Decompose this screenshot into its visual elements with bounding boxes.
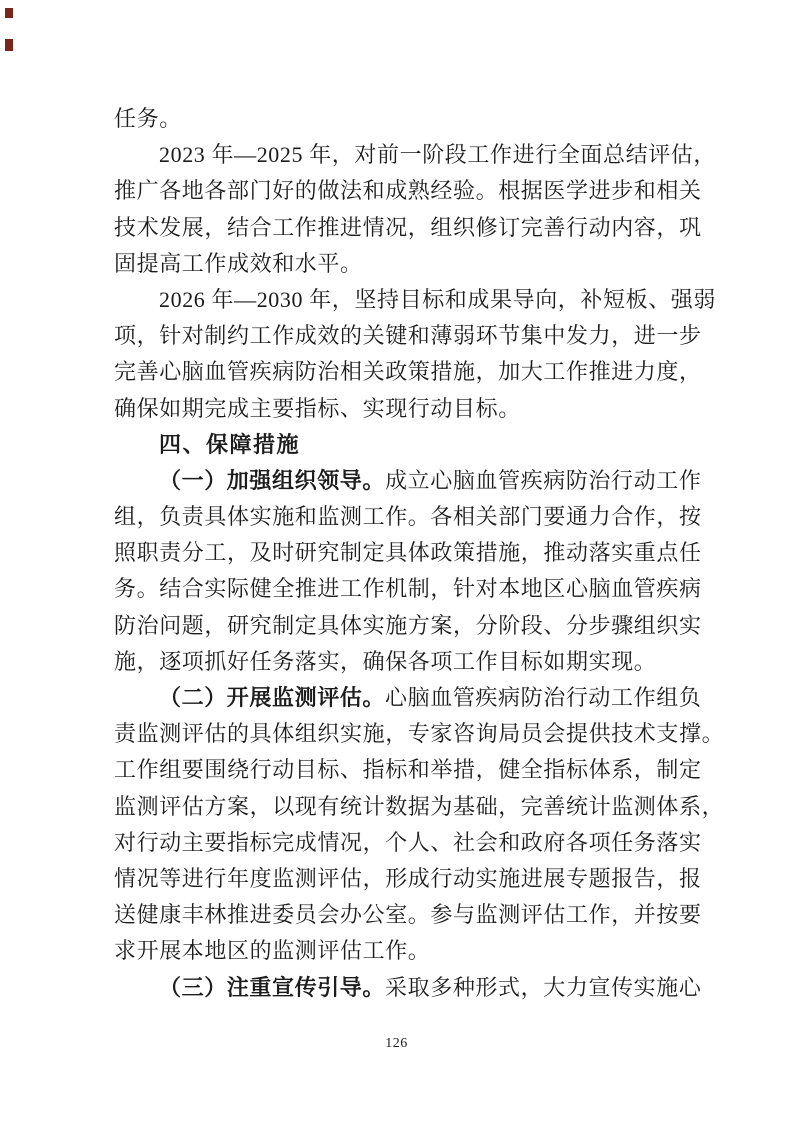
text-run: 求开展本地区的监测评估工作。 [114, 938, 431, 964]
text-run: 完善心脑血管疾病防治相关政策措施，加大工作推进力度， [114, 359, 702, 385]
text-line [114, 137, 717, 173]
text-run: 确保如期完成主要指标、实现行动目标。 [114, 395, 521, 421]
text-run: 送健康丰林推进委员会办公室。参与监测评估工作，并按要 [114, 902, 702, 928]
text-run: 工作组要围绕行动目标、指标和举措，健全指标体系，制定 [114, 757, 702, 783]
text-line [114, 897, 702, 933]
bold-text-run: 四、保障措施 [159, 431, 301, 457]
text-line [114, 752, 702, 788]
text-run: 成立心脑血管疾病防治行动工作 [385, 467, 702, 493]
text-run: 推广各地各部门好的做法和成熟经验。根据医学进步和相关 [114, 178, 702, 204]
text-line [114, 535, 702, 571]
text-run: 心脑血管疾病防治行动工作组负 [385, 685, 702, 710]
text-line [114, 391, 692, 427]
page-number: 126 [385, 1036, 408, 1051]
text-line [114, 716, 725, 752]
text-run: 情况等进行年度监测评估，形成行动实施进展专题报告，报 [114, 865, 702, 891]
text-run: 组，负责具体实施和监测工作。各相关部门要通力合作，按 [114, 504, 702, 530]
text-run: 固提高工作成效和水平。 [114, 250, 363, 276]
text-line [114, 282, 717, 318]
text-line [114, 318, 702, 354]
text-run: 2023 年—2025 年，对前一阶段工作进行全面总结评估， [159, 142, 717, 168]
text-line [114, 354, 702, 390]
text-line [114, 644, 692, 680]
text-line [114, 861, 702, 897]
text-line [114, 499, 702, 535]
text-line [114, 101, 692, 137]
text-line [114, 463, 702, 499]
text-run: 务。结合实际健全推进工作机制，针对本地区心脑血管疾病 [114, 576, 702, 602]
red-edge-mark [5, 8, 13, 18]
text-run: 任务。 [114, 106, 182, 131]
text-run: 防治问题，研究制定具体实施方案，分阶段、分步骤组织实 [114, 612, 702, 638]
text-run: 照职责分工，及时研究制定具体政策措施，推动落实重点任 [114, 540, 702, 566]
text-run: 项，针对制约工作成效的关键和薄弱环节集中发力，进一步 [114, 323, 702, 349]
text-line [114, 933, 692, 969]
text-run: 采取多种形式，大力宣传实施心 [385, 974, 702, 1000]
text-line [114, 246, 692, 282]
text-line [114, 571, 702, 607]
bold-text-run: （二）开展监测评估。 [159, 685, 386, 710]
text-run: 对行动主要指标完成情况，个人、社会和政府各项任务落实 [114, 829, 702, 855]
text-line [114, 680, 702, 716]
text-run: 责监测评估的具体组织实施，专家咨询局员会提供技术支撑。 [114, 721, 725, 747]
document-body [114, 101, 725, 1006]
text-line [114, 608, 702, 644]
text-line [114, 970, 702, 1006]
text-run: 监测评估方案，以现有统计数据为基础，完善统计监测体系， [114, 793, 725, 819]
text-line [114, 173, 702, 209]
bold-text-run: （三）注重宣传引导。 [159, 974, 386, 1000]
text-run: 2026 年—2030 年，坚持目标和成果导向，补短板、强弱 [159, 286, 717, 312]
text-line [114, 825, 702, 861]
text-line [114, 210, 702, 246]
text-run: 技术发展，结合工作推进情况，组织修订完善行动内容，巩 [114, 214, 702, 240]
text-run: 施，逐项抓好任务落实，确保各项工作目标如期实现。 [114, 648, 657, 674]
section-heading [114, 427, 692, 463]
red-edge-mark [5, 39, 13, 51]
text-line [114, 789, 725, 825]
bold-text-run: （一）加强组织领导。 [159, 467, 386, 493]
